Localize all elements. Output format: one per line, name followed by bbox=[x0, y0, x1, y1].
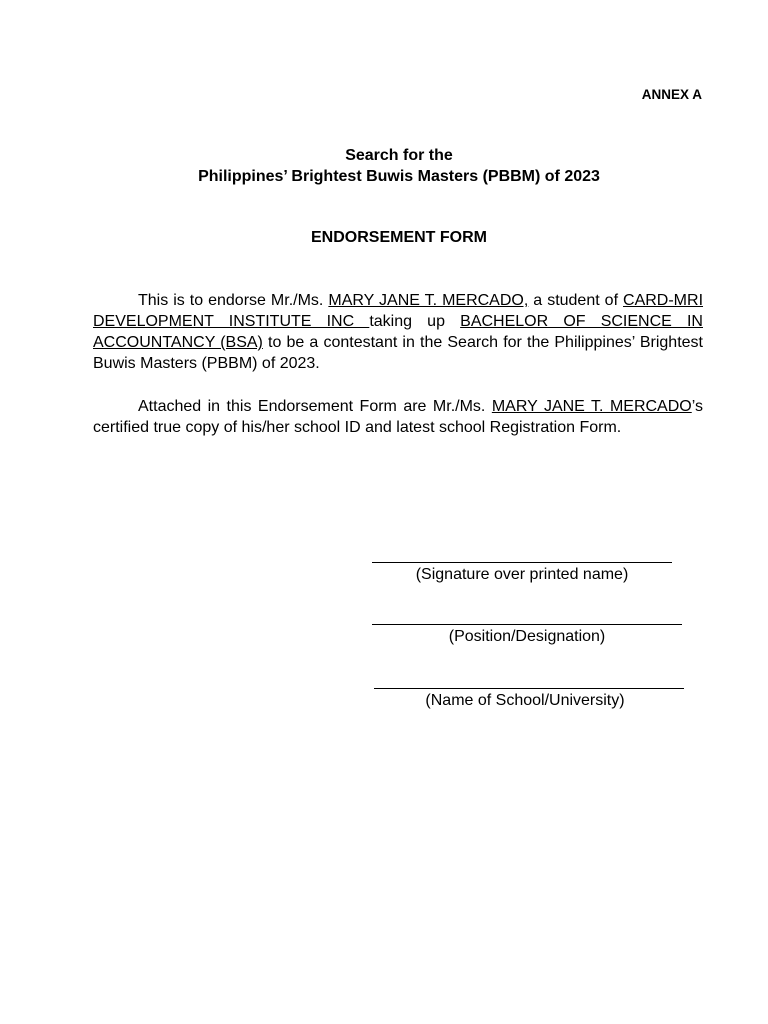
p1-text-1: This is to endorse Mr./Ms. bbox=[138, 292, 329, 309]
school-line bbox=[374, 688, 684, 689]
signature-label: (Signature over printed name) bbox=[415, 566, 629, 583]
form-heading: ENDORSEMENT FORM bbox=[311, 229, 487, 246]
annex-label: ANNEX A bbox=[641, 87, 702, 102]
document-title bbox=[0, 145, 768, 187]
course-name: BACHELOR OF SCIENCE IN ACCOUNTANCY (BSA) bbox=[93, 313, 703, 351]
p2-text-1: Attached in this Endorsement Form are Mr./Ms. bbox=[138, 398, 492, 415]
p1-text-4: to be a contestant in the Search for the Philippines’ Brightest Buwis Masters (PBBM) of 2023. bbox=[93, 334, 703, 372]
title-line-1: Search for the bbox=[345, 147, 453, 164]
student-name: MARY JANE T. MERCADO, bbox=[328, 292, 529, 309]
school-name: CARD-MRI DEVELOPMENT INSTITUTE INC bbox=[93, 292, 704, 330]
signature-line bbox=[372, 562, 672, 563]
p1-text-2: a student of bbox=[528, 292, 624, 309]
title-line-2: Philippines’ Brightest Buwis Masters (PBBM) of 2023 bbox=[198, 168, 600, 185]
position-label: (Position/Designation) bbox=[448, 628, 606, 645]
student-name-2: MARY JANE T. MERCADO bbox=[491, 398, 692, 415]
school-label: (Name of School/University) bbox=[425, 692, 625, 709]
attachment-paragraph bbox=[93, 396, 703, 438]
p1-text-3: taking up bbox=[369, 313, 461, 330]
position-line bbox=[372, 624, 682, 625]
p2-text-2: ’s certified true copy of his/her school ID and latest school Registration Form. bbox=[93, 398, 703, 436]
endorsement-paragraph bbox=[93, 290, 703, 374]
